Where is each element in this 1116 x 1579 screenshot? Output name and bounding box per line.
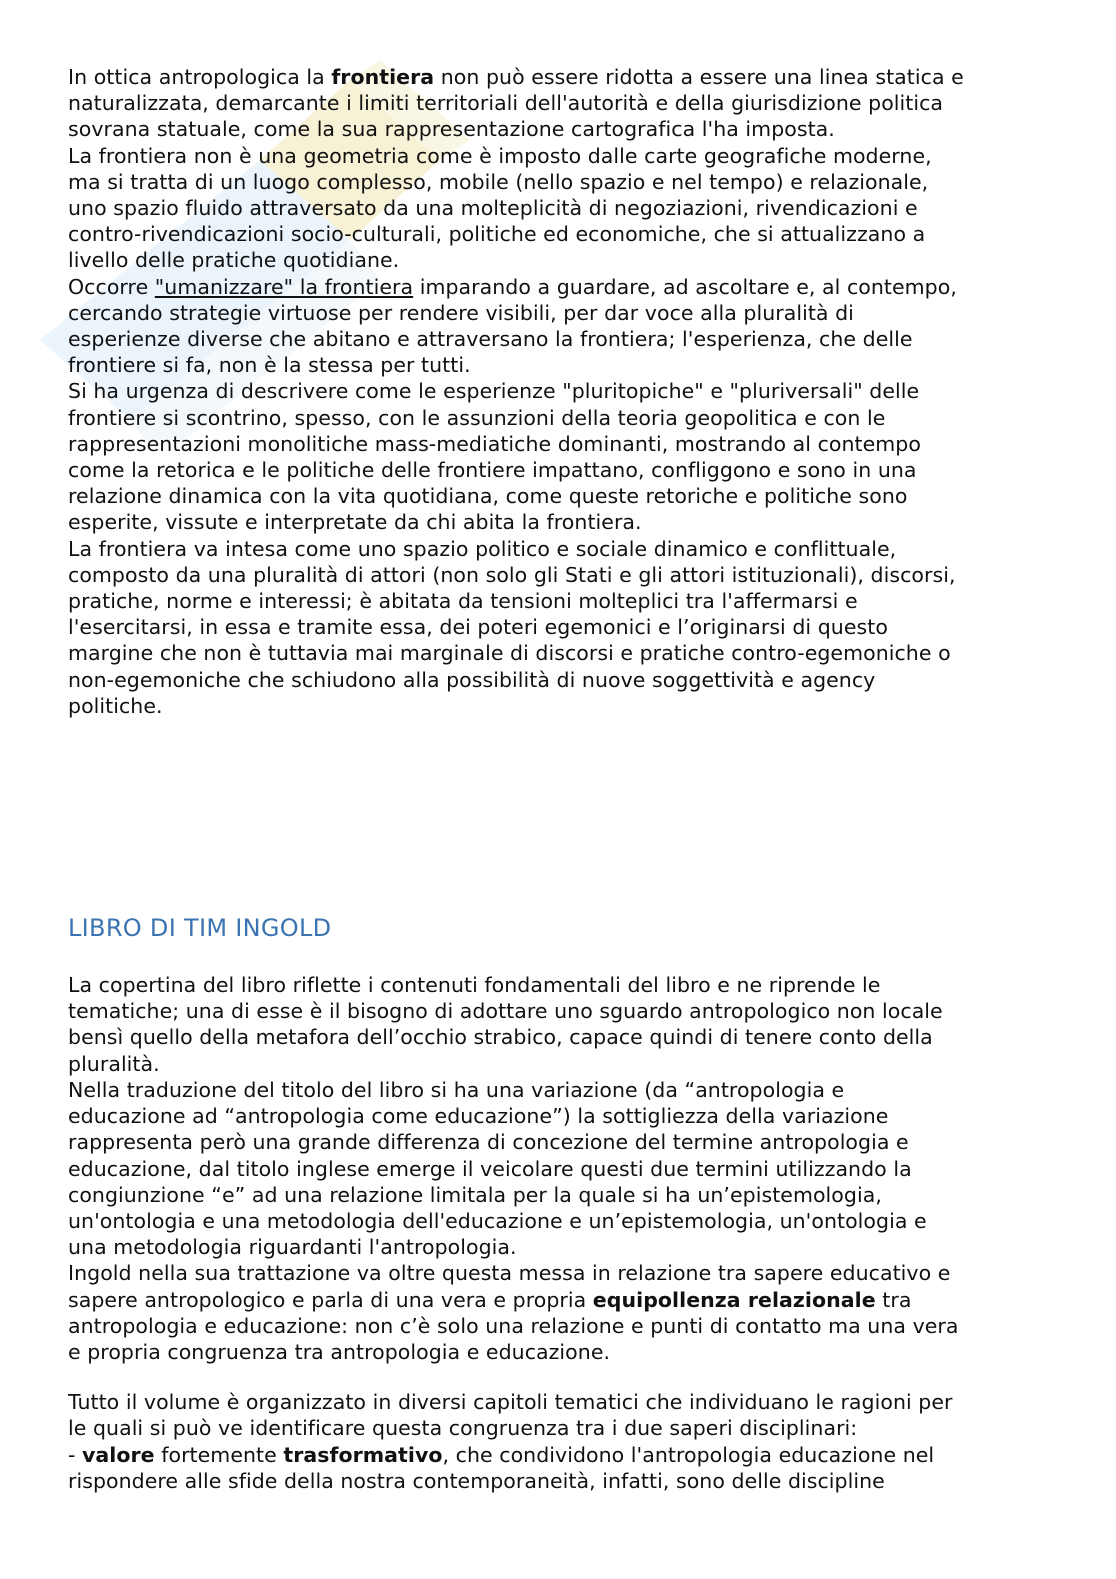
paragraph-capitoli [68,1389,1058,1494]
document-page [68,64,1058,1494]
paragraph-frontiera [68,64,1058,719]
text-line [68,1208,1058,1234]
text-line [68,1129,1058,1155]
text-line [68,483,1058,509]
text-run: cercando strategie virtuose per rendere visibili, per dar voce alla pluralità di [68,300,854,325]
text-line [68,405,1058,431]
text-run: un'ontologia e una metodologia dell'educazione e un’epistemologia, un'ontologia e [68,1208,927,1233]
text-run: esperienze diverse che abitano e attraversano la frontiera; l'esperienza, che delle [68,327,913,352]
text-line [68,274,1058,300]
text-run: , che condividono l'antropologia educazione nel [442,1442,935,1467]
text-run: fortemente [154,1442,284,1467]
text-line [68,614,1058,640]
text-run: educazione ad “antropologia come educazione”) la sottigliezza della variazione [68,1104,889,1129]
text-line [68,90,1058,116]
text-run: naturalizzata, demarcante i limiti territoriali dell'autorità e della giurisdizione politica [68,91,944,116]
text-line [68,143,1058,169]
text-line [68,352,1058,378]
text-line [68,195,1058,221]
text-line [68,1415,1058,1441]
text-run: educazione, dal titolo inglese emerge il veicolare questi due termini utilizzando la [68,1156,912,1181]
text-run: le quali si può ve identificare questa congruenza tra i due saperi disciplinari: [68,1416,858,1441]
text-line [68,1103,1058,1129]
text-line [68,64,1058,90]
text-line [68,588,1058,614]
text-line [68,998,1058,1024]
text-run: Tutto il volume è organizzato in diversi capitoli tematici che individuano le ragioni per [68,1390,953,1415]
section-heading: LIBRO DI TIM INGOLD [68,914,332,943]
text-line [68,509,1058,535]
text-line [68,536,1058,562]
text-line [68,116,1058,142]
text-run: l'esercitarsi, in essa e tramite essa, dei poteri egemonici e l’originarsi di questo [68,615,888,640]
text-run: Si ha urgenza di descrivere come le esperienze "pluritopiche" e "pluriversali" delle [68,379,920,404]
text-line [68,640,1058,666]
text-run: In ottica antropologica la [68,65,332,89]
text-run: margine che non è tuttavia mai marginale di discorsi e pratiche contro-egemoniche o [68,641,951,666]
text-line [68,1024,1058,1050]
text-run: rappresenta però una grande differenza di concezione del termine antropologia e [68,1130,909,1155]
text-run: esperite, vissute e interpretate da chi abita la frontiera. [68,510,642,535]
text-run: tematiche; una di esse è il bisogno di adottare uno sguardo antropologico non locale [68,999,943,1024]
text-line [68,300,1058,326]
text-run: politiche. [68,693,163,718]
text-line [68,972,1058,998]
text-line [68,457,1058,483]
text-run: rappresentazioni monolitiche mass-mediatiche dominanti, mostrando al contempo [68,431,921,456]
text-line [68,431,1058,457]
bold-term: equipollenza relazionale [592,1287,876,1312]
text-run: Nella traduzione del titolo del libro si ha una variazione (da “antropologia e [68,1077,845,1102]
text-run: e propria congruenza tra antropologia e educazione. [68,1339,611,1364]
text-run: La frontiera va intesa come uno spazio politico e sociale dinamico e conflittuale, [68,536,897,561]
text-run: ma si tratta di un luogo complesso, mobile (nello spazio e nel tempo) e relazionale, [68,169,929,194]
text-line [68,1313,1058,1339]
text-line [68,562,1058,588]
text-run: composto da una pluralità di attori (non solo gli Stati e gli attori istituzionali), discorsi, [68,562,956,587]
text-run: frontiere si scontrino, spesso, con le assunzioni della teoria geopolitica e con le [68,405,886,430]
text-run: rispondere alle sfide della nostra contemporaneità, infatti, sono delle discipline [68,1468,885,1493]
text-run: non può essere ridotta a essere una linea statica e [434,65,964,89]
bold-term: frontiera [331,65,435,89]
text-line [68,1339,1058,1365]
text-run: - [68,1442,83,1467]
text-line [68,326,1058,352]
text-line [68,1287,1058,1313]
text-run: relazione dinamica con la vita quotidiana, come queste retoriche e politiche sono [68,484,908,509]
text-run: sovrana statuale, come la sua rappresentazione cartografica l'ha imposta. [68,117,835,142]
text-run: frontiere si fa, non è la stessa per tutti. [68,353,471,378]
text-line [68,1051,1058,1077]
text-run: sapere antropologico e parla di una vera e propria [68,1287,593,1312]
text-line [68,1234,1058,1260]
text-line [68,1442,1058,1468]
text-run: antropologia e educazione: non c’è solo una relazione e punti di contatto ma una vera [68,1313,959,1338]
text-run: bensì quello della metafora dell’occhio strabico, capace quindi di tenere conto della [68,1025,933,1050]
text-run: livello delle pratiche quotidiane. [68,248,400,273]
text-run: pratiche, norme e interessi; è abitata da tensioni molteplici tra l'affermarsi e [68,589,858,614]
text-line [68,1156,1058,1182]
text-run: imparando a guardare, ad ascoltare e, al contempo, [413,274,957,299]
text-run: uno spazio fluido attraversato da una molteplicità di negoziazioni, rivendicazioni e [68,196,918,221]
text-line [68,169,1058,195]
text-run: congiunzione “e” ad una relazione limitala per la quale si ha un’epistemologia, [68,1182,882,1207]
text-run: La frontiera non è una geometria come è imposto dalle carte geografiche moderne, [68,143,932,168]
text-line [68,378,1058,404]
text-run: Ingold nella sua trattazione va oltre questa messa in relazione tra sapere educativo e [68,1261,951,1286]
text-line [68,1389,1058,1415]
text-run: Occorre [68,274,155,299]
text-run: La copertina del libro riflette i contenuti fondamentali del libro e ne riprende le [68,973,881,998]
text-run: pluralità. [68,1051,160,1076]
text-line [68,667,1058,693]
underlined-phrase: "umanizzare" la frontiera [154,274,414,299]
text-run: non-egemoniche che schiudono alla possibilità di nuove soggettività e agency [68,667,876,692]
text-run: come la retorica e le politiche delle frontiere impattano, confliggono e sono in una [68,458,917,483]
text-line [68,1260,1058,1286]
text-line [68,1077,1058,1103]
text-run: contro-rivendicazioni socio-culturali, politiche ed economiche, che si attualizzano a [68,222,926,247]
text-run: tra [875,1287,912,1312]
text-line [68,1468,1058,1494]
text-line [68,1182,1058,1208]
bold-term: trasformativo [283,1442,443,1467]
text-line [68,221,1058,247]
text-line [68,247,1058,273]
paragraph-ingold [68,972,1058,1365]
text-run: una metodologia riguardanti l'antropologia. [68,1235,517,1260]
bold-term: valore [82,1442,155,1467]
text-line [68,693,1058,719]
